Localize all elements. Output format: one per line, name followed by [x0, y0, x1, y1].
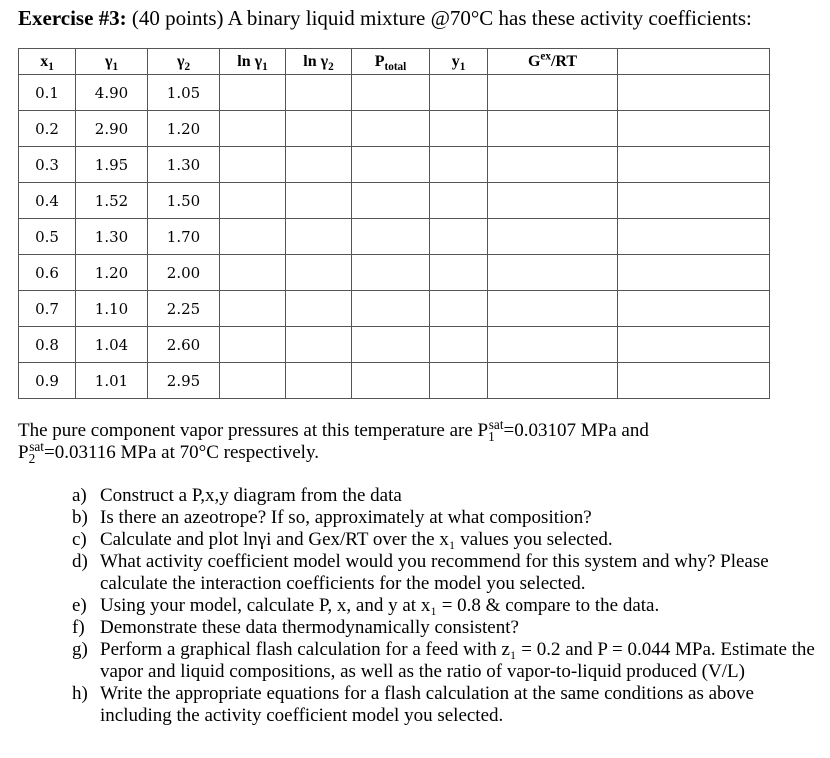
question-text: Demonstrate these data thermodynamically consistent? [100, 617, 519, 638]
cell-x1: 0.1 [19, 75, 76, 111]
cell-ln-gamma2 [286, 111, 352, 147]
cell-gamma2: 1.20 [148, 111, 220, 147]
table-row [19, 75, 770, 111]
cell-ln-gamma1 [220, 147, 286, 183]
cell-ln-gamma2 [286, 363, 352, 399]
cell-gex-rt [488, 219, 618, 255]
cell-ln-gamma1 [220, 327, 286, 363]
cell-x1: 0.7 [19, 291, 76, 327]
cell-ln-gamma2 [286, 147, 352, 183]
cell-gex-rt [488, 147, 618, 183]
table-row [19, 363, 770, 399]
cell-gamma1: 1.20 [76, 255, 148, 291]
question-item [72, 683, 817, 727]
question-item [72, 551, 817, 595]
header-gamma1: $\gamma_1$ [76, 49, 148, 75]
question-text: Write the appropriate equations for a flash calculation at the same conditions as above including the activity coefficient model you selected. [100, 683, 754, 726]
cell-gex-rt [488, 327, 618, 363]
cell-gamma1: 1.95 [76, 147, 148, 183]
cell-gamma1: 1.52 [76, 183, 148, 219]
question-label: e) [72, 595, 87, 616]
question-text: Using your model, calculate P, x, and y at x₁ = 0.8 & compare to the data. [100, 595, 660, 616]
cell-blank [618, 327, 770, 363]
cell-x1: 0.8 [19, 327, 76, 363]
cell-x1: 0.5 [19, 219, 76, 255]
cell-y1 [430, 327, 488, 363]
cell-y1 [430, 291, 488, 327]
cell-ln-gamma1 [220, 75, 286, 111]
table-row [19, 327, 770, 363]
question-item [72, 507, 817, 529]
cell-blank [618, 111, 770, 147]
cell-gex-rt [488, 111, 618, 147]
cell-gamma2: 2.00 [148, 255, 220, 291]
cell-x1: 0.3 [19, 147, 76, 183]
cell-x1: 0.9 [19, 363, 76, 399]
question-label: h) [72, 683, 88, 704]
cell-p-total [352, 183, 430, 219]
cell-gamma2: 2.60 [148, 327, 220, 363]
cell-blank [618, 255, 770, 291]
header-gamma2: $\gamma_2$ [148, 49, 220, 75]
question-item [72, 595, 817, 617]
cell-gamma1: 4.90 [76, 75, 148, 111]
header-blank [618, 49, 770, 75]
question-item [72, 529, 817, 551]
cell-x1: 0.6 [19, 255, 76, 291]
cell-p-total [352, 291, 430, 327]
cell-gex-rt [488, 255, 618, 291]
header-y1: $y_1$ [430, 49, 488, 75]
activity-coefficient-table [18, 48, 770, 399]
cell-gamma1: 1.30 [76, 219, 148, 255]
cell-gamma2: 1.50 [148, 183, 220, 219]
question-label: g) [72, 639, 88, 660]
cell-ln-gamma1 [220, 111, 286, 147]
question-text: Calculate and plot lnγi and Gex/RT over the x₁ values you selected. [100, 529, 613, 550]
table-row [19, 255, 770, 291]
exercise-description: (40 points) A binary liquid mixture @70°C has these activity coefficients: [126, 6, 752, 30]
cell-gamma1: 1.04 [76, 327, 148, 363]
question-label: b) [72, 507, 88, 528]
cell-gex-rt [488, 75, 618, 111]
vapor-pressure-paragraph: The pure component vapor pressures at this temperature are $P_1^{sat}=0.03107$ MPa and $P_2^{sat}=0.03116$ MPa at 70°C respectively. [18, 416, 649, 466]
cell-y1 [430, 75, 488, 111]
table-row [19, 219, 770, 255]
cell-y1 [430, 255, 488, 291]
cell-p-total [352, 75, 430, 111]
cell-p-total [352, 147, 430, 183]
question-text: Perform a graphical flash calculation for a feed with z₁ = 0.2 and P = 0.044 MPa. Estimate the vapor and liquid compositions, as well as the ratio of vapor-to-liquid produced (V/L) [100, 639, 815, 682]
question-text: What activity coefficient model would you recommend for this system and why? Please calculate the interaction coefficients for the model you selected. [100, 551, 769, 594]
cell-ln-gamma1 [220, 363, 286, 399]
cell-ln-gamma2 [286, 291, 352, 327]
cell-blank [618, 219, 770, 255]
cell-blank [618, 75, 770, 111]
cell-blank [618, 183, 770, 219]
cell-gamma1: 2.90 [76, 111, 148, 147]
header-gex-rt: $G^{ex}/RT$ [488, 49, 618, 75]
cell-gamma2: 1.70 [148, 219, 220, 255]
cell-y1 [430, 219, 488, 255]
cell-gex-rt [488, 363, 618, 399]
cell-blank [618, 147, 770, 183]
question-list [72, 485, 817, 727]
table-row [19, 111, 770, 147]
cell-gamma1: 1.01 [76, 363, 148, 399]
cell-gex-rt [488, 291, 618, 327]
cell-blank [618, 363, 770, 399]
cell-p-total [352, 363, 430, 399]
table-row [19, 183, 770, 219]
cell-p-total [352, 219, 430, 255]
question-item [72, 485, 817, 507]
cell-x1: 0.4 [19, 183, 76, 219]
exercise-heading [18, 6, 752, 31]
cell-gamma2: 2.95 [148, 363, 220, 399]
cell-gamma1: 1.10 [76, 291, 148, 327]
cell-ln-gamma1 [220, 255, 286, 291]
question-item [72, 617, 817, 639]
question-label: f) [72, 617, 85, 638]
cell-ln-gamma1 [220, 219, 286, 255]
question-text: Is there an azeotrope? If so, approximately at what composition? [100, 507, 592, 528]
question-label: c) [72, 529, 87, 550]
cell-p-total [352, 327, 430, 363]
cell-gamma2: 1.05 [148, 75, 220, 111]
cell-y1 [430, 147, 488, 183]
cell-gamma2: 1.30 [148, 147, 220, 183]
cell-ln-gamma2 [286, 255, 352, 291]
cell-ln-gamma1 [220, 183, 286, 219]
exercise-number: Exercise #3: [18, 6, 127, 30]
cell-ln-gamma2 [286, 327, 352, 363]
cell-y1 [430, 363, 488, 399]
cell-ln-gamma2 [286, 219, 352, 255]
cell-gamma2: 2.25 [148, 291, 220, 327]
header-ln-gamma2: $\ln \gamma_2$ [286, 49, 352, 75]
cell-ln-gamma2 [286, 183, 352, 219]
cell-blank [618, 291, 770, 327]
header-ln-gamma1: $\ln \gamma_1$ [220, 49, 286, 75]
cell-p-total [352, 255, 430, 291]
cell-x1: 0.2 [19, 111, 76, 147]
cell-gex-rt [488, 183, 618, 219]
table-row [19, 147, 770, 183]
cell-ln-gamma1 [220, 291, 286, 327]
cell-p-total [352, 111, 430, 147]
table-row [19, 291, 770, 327]
cell-y1 [430, 111, 488, 147]
question-text: Construct a P,x,y diagram from the data [100, 485, 402, 506]
cell-ln-gamma2 [286, 75, 352, 111]
question-item [72, 639, 817, 683]
table-header-row [19, 49, 770, 75]
header-x1: $x_1$ [19, 49, 76, 75]
question-label: a) [72, 485, 87, 506]
question-label: d) [72, 551, 88, 572]
cell-y1 [430, 183, 488, 219]
header-p-total: $P_{total}$ [352, 49, 430, 75]
